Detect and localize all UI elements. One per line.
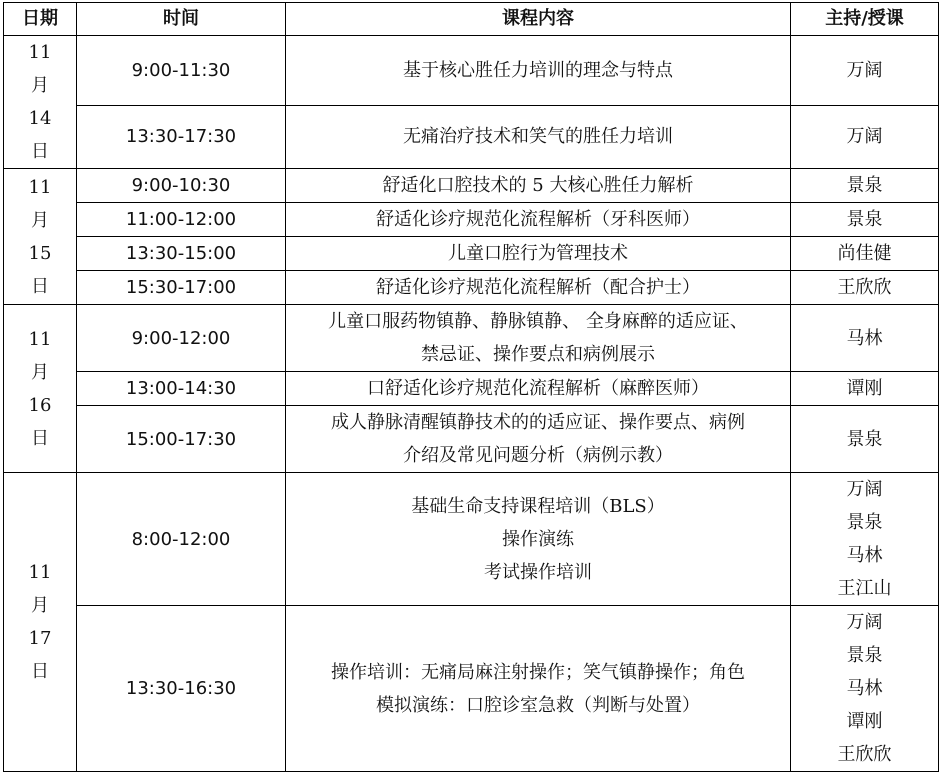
host-name: 尚佳健 xyxy=(837,243,892,264)
table-row xyxy=(4,406,939,473)
host-name: 谭刚 xyxy=(846,378,883,399)
content-cell xyxy=(286,473,791,606)
host-cell xyxy=(791,606,939,772)
host-cell xyxy=(791,203,939,237)
content-cell xyxy=(286,406,791,473)
date-part: 14 xyxy=(28,108,52,129)
host-cell xyxy=(791,473,939,606)
date-part: 17 xyxy=(28,628,52,649)
host-name: 王欣欣 xyxy=(837,744,892,765)
time-cell: 9:00-10:30 xyxy=(77,169,286,203)
header-content: 课程内容 xyxy=(286,3,791,36)
date-part: 日 xyxy=(31,661,49,682)
host-cell xyxy=(791,237,939,271)
host-name: 王江山 xyxy=(837,578,892,599)
time-cell: 13:30-16:30 xyxy=(77,606,286,772)
content-line: 儿童口腔行为管理技术 xyxy=(448,243,628,264)
time-cell: 15:00-17:30 xyxy=(77,406,286,473)
host-name: 景泉 xyxy=(846,645,883,666)
content-line: 舒适化诊疗规范化流程解析（配合护士） xyxy=(376,277,700,298)
date-part: 11 xyxy=(28,328,52,350)
date-part: 月 xyxy=(31,75,49,96)
header-date: 日期 xyxy=(4,3,77,36)
content-line: 介绍及常见问题分析（病例示教） xyxy=(403,445,673,466)
host-name: 万阔 xyxy=(846,126,883,148)
host-cell xyxy=(791,36,939,106)
content-line: 舒适化口腔技术的 5 大核心胜任力解析 xyxy=(382,175,694,196)
table-row xyxy=(4,105,939,168)
host-name: 万阔 xyxy=(846,59,883,81)
date-part: 11 xyxy=(28,562,52,583)
host-name: 马林 xyxy=(846,678,883,699)
host-cell xyxy=(791,406,939,473)
table-row xyxy=(4,473,939,606)
content-line: 操作演练 xyxy=(502,528,574,550)
host-name: 景泉 xyxy=(846,175,883,196)
time-cell: 11:00-12:00 xyxy=(77,203,286,237)
content-cell xyxy=(286,271,791,305)
host-cell xyxy=(791,105,939,168)
date-part: 11 xyxy=(28,176,52,198)
host-name: 万阔 xyxy=(846,479,883,500)
date-part: 11 xyxy=(28,42,52,63)
content-line: 无痛治疗技术和笑气的胜任力培训 xyxy=(403,126,673,148)
time-cell: 8:00-12:00 xyxy=(77,473,286,606)
content-line: 模拟演练：口腔诊室急救（判断与处置） xyxy=(376,694,700,716)
date-cell xyxy=(4,305,77,473)
table-row xyxy=(4,169,939,203)
table-row xyxy=(4,606,939,772)
schedule-body xyxy=(4,36,939,772)
content-line: 成人静脉清醒镇静技术的的适应证、操作要点、病例 xyxy=(331,412,745,433)
host-name: 景泉 xyxy=(846,209,883,230)
date-part: 日 xyxy=(31,141,49,162)
date-cell xyxy=(4,169,77,305)
content-cell xyxy=(286,305,791,372)
content-line: 操作培训：无痛局麻注射操作；笑气镇静操作；角色 xyxy=(331,661,745,683)
date-part: 月 xyxy=(31,595,49,616)
content-line: 禁忌证、操作要点和病例展示 xyxy=(421,344,655,365)
host-cell xyxy=(791,271,939,305)
content-cell xyxy=(286,606,791,772)
host-name: 王欣欣 xyxy=(837,277,892,298)
table-row xyxy=(4,203,939,237)
header-time: 时间 xyxy=(77,3,286,36)
table-row xyxy=(4,372,939,406)
date-part: 15 xyxy=(28,242,52,264)
content-line: 基于核心胜任力培训的理念与特点 xyxy=(403,59,673,81)
host-cell xyxy=(791,169,939,203)
time-cell: 13:30-15:00 xyxy=(77,237,286,271)
date-part: 日 xyxy=(31,427,49,449)
host-cell xyxy=(791,372,939,406)
time-cell: 13:30-17:30 xyxy=(77,105,286,168)
content-cell xyxy=(286,36,791,106)
content-line: 口舒适化诊疗规范化流程解析（麻醉医师） xyxy=(367,378,709,399)
date-part: 月 xyxy=(31,361,49,383)
table-row xyxy=(4,36,939,106)
time-cell: 15:30-17:00 xyxy=(77,271,286,305)
table-row xyxy=(4,237,939,271)
content-cell xyxy=(286,372,791,406)
content-line: 考试操作培训 xyxy=(484,561,592,583)
content-cell xyxy=(286,203,791,237)
host-name: 景泉 xyxy=(846,512,883,533)
header-host: 主持/授课 xyxy=(791,3,939,36)
content-cell xyxy=(286,169,791,203)
schedule-table xyxy=(3,2,939,772)
time-cell: 9:00-11:30 xyxy=(77,36,286,106)
host-cell xyxy=(791,305,939,372)
date-part: 16 xyxy=(28,394,52,416)
content-cell xyxy=(286,237,791,271)
header-row xyxy=(4,3,939,36)
content-line: 儿童口服药物镇静、静脉镇静、 全身麻醉的适应证、 xyxy=(328,311,748,332)
date-cell xyxy=(4,36,77,169)
time-cell: 13:00-14:30 xyxy=(77,372,286,406)
table-row xyxy=(4,305,939,372)
content-cell xyxy=(286,105,791,168)
host-name: 万阔 xyxy=(846,612,883,633)
content-line: 舒适化诊疗规范化流程解析（牙科医师） xyxy=(376,209,700,230)
date-cell xyxy=(4,473,77,772)
host-name: 马林 xyxy=(846,545,883,566)
date-part: 月 xyxy=(31,209,49,231)
host-name: 马林 xyxy=(846,327,883,349)
time-cell: 9:00-12:00 xyxy=(77,305,286,372)
host-name: 景泉 xyxy=(846,428,883,450)
date-part: 日 xyxy=(31,275,49,297)
host-name: 谭刚 xyxy=(846,711,883,732)
table-row xyxy=(4,271,939,305)
content-line: 基础生命支持课程培训（BLS） xyxy=(411,495,665,517)
